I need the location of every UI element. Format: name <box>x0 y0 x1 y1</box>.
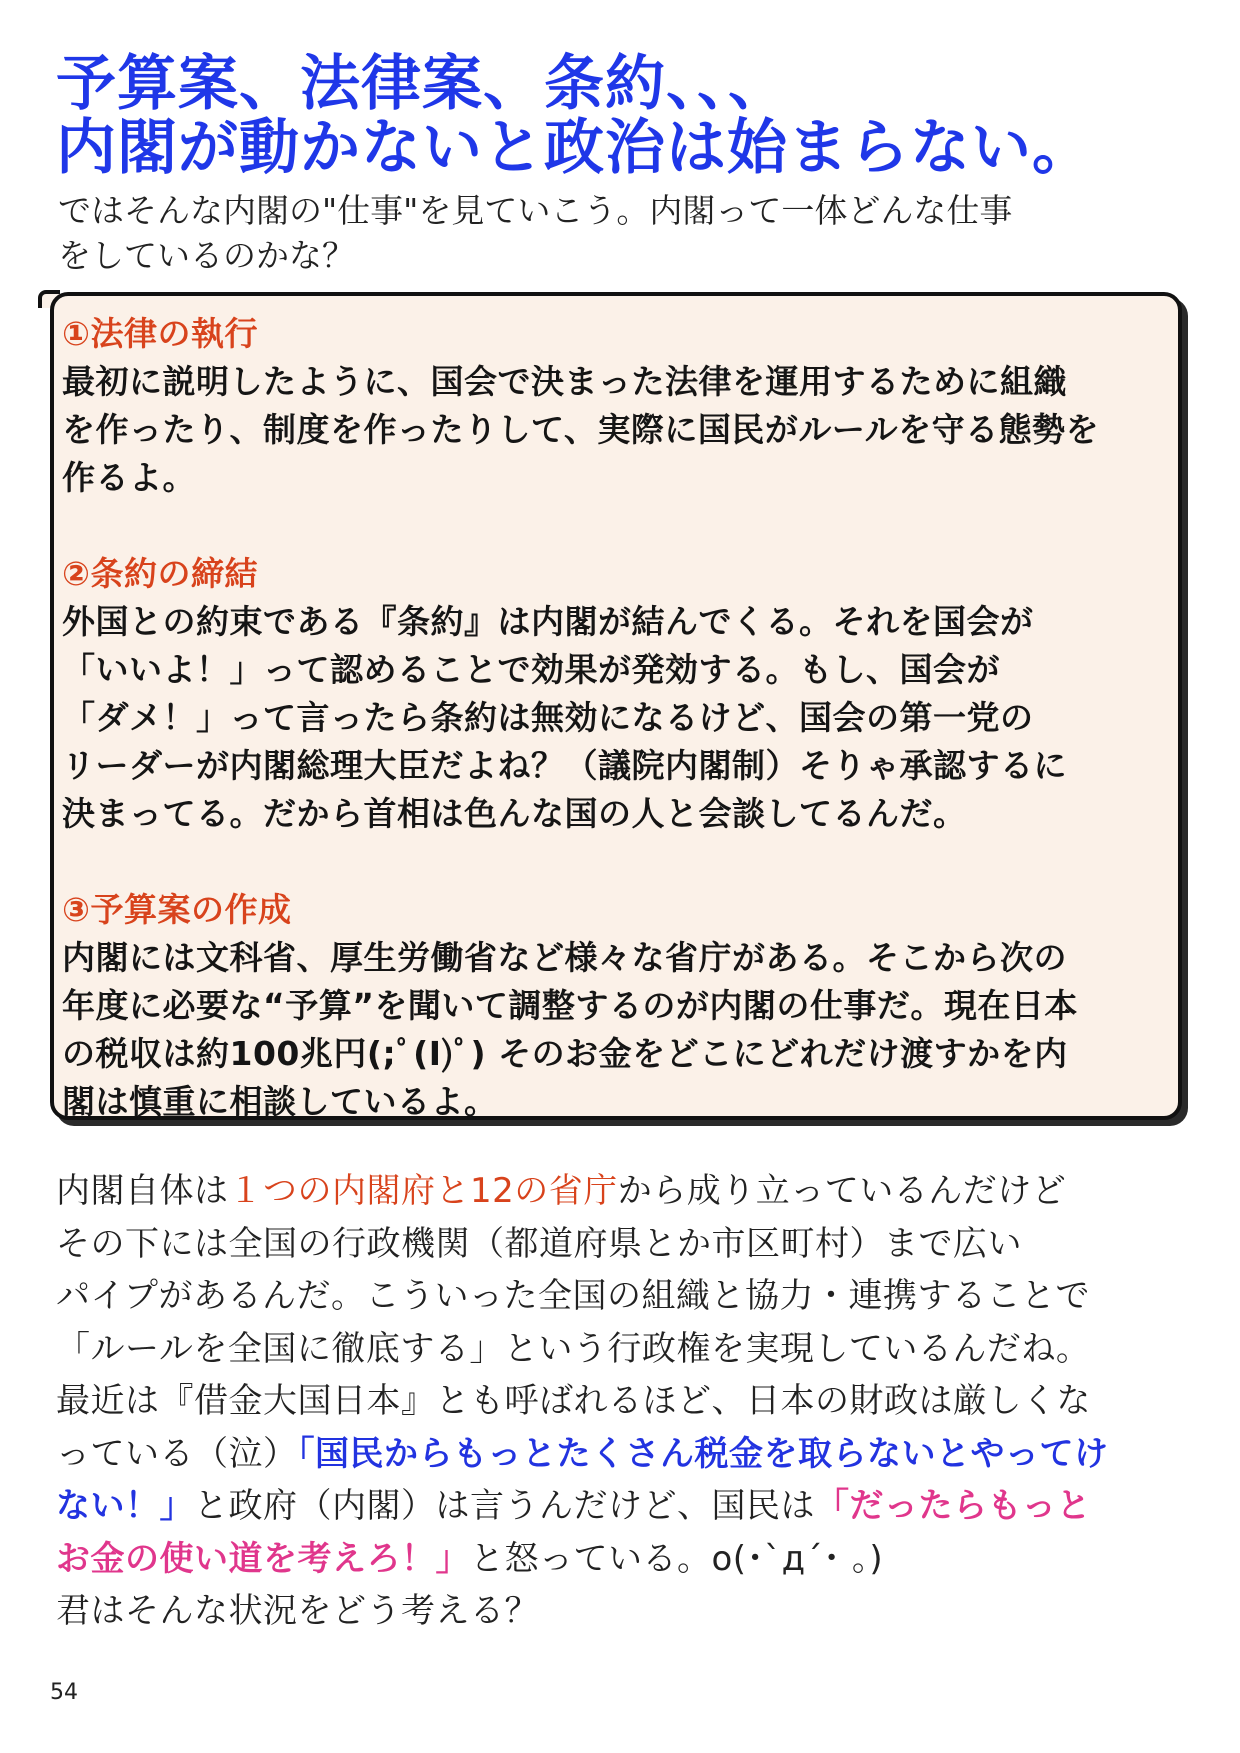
text-run: 内閣自体は <box>56 1171 229 1211</box>
section-spacer <box>62 838 1178 886</box>
title-line-1: 予算案、法律案、条約、、、 <box>56 49 789 119</box>
title-line-2: 内閣が動かないと政治は始まらない。 <box>56 113 1093 183</box>
page-number: 54 <box>50 1680 78 1705</box>
section-heading: ③予算案の作成 <box>62 890 292 929</box>
citizen-quote: お金の使い道を考えろ！」 <box>56 1538 470 1579</box>
section-heading: ②条約の締結 <box>62 554 258 593</box>
section-line: 「ダメ！」って言ったら条約は無効になるけど、国会の第一党の <box>62 698 1034 737</box>
paragraph-line: 「ルールを全国に徹底する」という行政権を実現しているんだね。 <box>56 1328 1091 1369</box>
section-line: 外国との約束である『条約』は内閣が結んでくる。それを国会が <box>62 602 1034 641</box>
text-run: っている（泣） <box>56 1433 298 1474</box>
government-quote: ない！」 <box>56 1486 194 1526</box>
paragraph-line: パイプがあるんだ。こういった全国の組織と協力・連携することで <box>56 1276 1090 1316</box>
paragraph-line <box>56 1165 1186 1218</box>
paragraph-line <box>56 1428 1186 1481</box>
highlight-ministries: １つの内閣府と12の省庁 <box>228 1171 618 1211</box>
citizen-quote: 「だったらもっと <box>815 1486 1091 1526</box>
paragraph-line <box>56 1480 1186 1533</box>
paragraph-line: 君はそんな状況をどう考える？ <box>56 1591 539 1631</box>
paragraph-line: 最近は『借金大国日本』とも呼ばれるほど、日本の財政は厳しくな <box>56 1381 1091 1421</box>
intro-text <box>58 188 1178 278</box>
section-line: 「いいよ！」って認めることで効果が発効する。もし、国会が <box>62 650 1000 689</box>
section-line: 作るよ。 <box>62 458 196 497</box>
section-spacer <box>62 502 1178 550</box>
intro-line-2: をしているのかな？ <box>58 236 355 275</box>
section-treaty <box>62 550 1178 838</box>
government-quote: 「国民からもっとたくさん税金を取らないとやってけ <box>297 1433 1109 1474</box>
page-title <box>56 49 1196 183</box>
section-line: リーダーが内閣総理大臣だよね？（議院内閣制）そりゃ承認するに <box>62 746 1067 785</box>
section-line: 閣は慎重に相談しているよ。 <box>62 1082 498 1121</box>
text-run: から成り立っているんだけど <box>617 1171 1067 1211</box>
text-run: と怒っている。o(･`д´･ 。) <box>470 1538 884 1579</box>
intro-line-1: ではそんな内閣の"仕事"を見ていこう。内閣って一体どんな仕事 <box>58 191 1013 230</box>
section-line: の税収は約100兆円(;ﾟ(I)ﾟ) そのお金をどこにどれだけ渡すかを内 <box>62 1034 1068 1073</box>
paragraph-line <box>56 1533 1186 1586</box>
section-line: 年度に必要な“予算”を聞いて調整するのが内閣の仕事だ。現在日本 <box>62 986 1078 1025</box>
section-line: を作ったり、制度を作ったりして、実際に国民がルールを守る態勢を <box>62 410 1100 449</box>
section-line: 最初に説明したように、国会で決まった法律を運用するために組織 <box>62 362 1067 401</box>
section-budget <box>62 886 1178 1126</box>
section-line: 内閣には文科省、厚生労働省など様々な省庁がある。そこから次の <box>62 938 1067 977</box>
text-run: と政府（内閣）は言うんだけど、国民は <box>194 1486 815 1526</box>
explanation-box <box>50 292 1182 1120</box>
section-line: 決まってる。だから首相は色んな国の人と会談してるんだ。 <box>62 794 967 833</box>
explanation-box-content <box>62 310 1178 1126</box>
section-law-execution <box>62 310 1178 502</box>
paragraph-line: その下には全国の行政機関（都道府県とか市区町村）まで広い <box>56 1223 1022 1264</box>
closing-paragraph <box>56 1165 1186 1638</box>
section-heading: ①法律の執行 <box>62 314 258 353</box>
